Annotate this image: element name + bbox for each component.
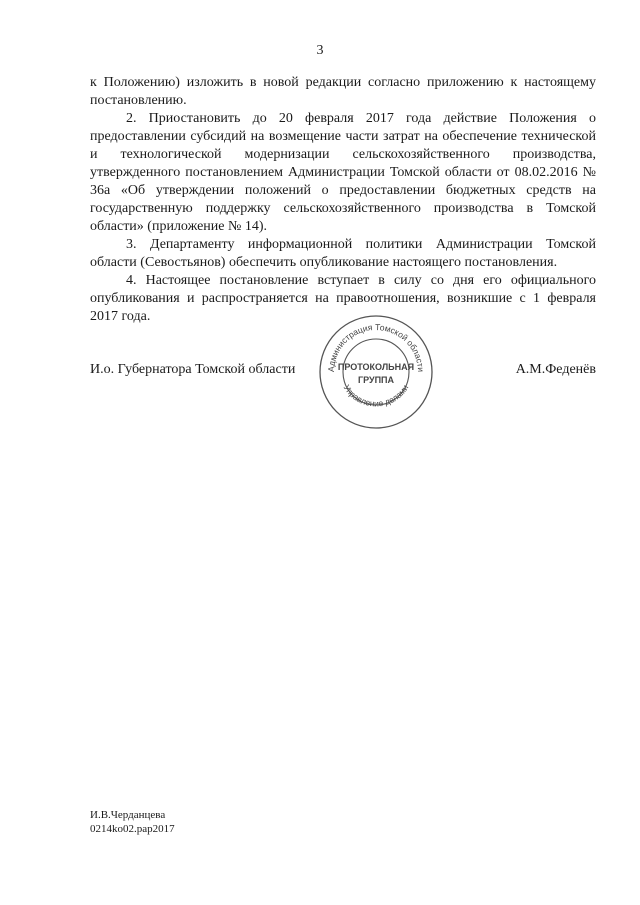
footer-author: И.В.Черданцева [90, 809, 166, 821]
stamp-bottom-text: Управление делами [341, 382, 411, 409]
document-body [90, 74, 596, 326]
stamp-line-2: ГРУППА [357, 375, 395, 385]
footer [90, 808, 175, 836]
signatory-title: И.о. Губернатора Томской области [90, 362, 296, 377]
paragraph-continuation: к Положению) изложить в новой редакции согласно приложению к настоящему постановлению. [90, 75, 596, 108]
official-stamp [316, 312, 436, 432]
paragraph-2: 2. Приостановить до 20 февраля 2017 года действие Положения о предоставлении субсидий на возмещение части затрат на обеспечение технической и технологической модернизации сельскохозяйственного производства, утвержденного постановлением Администрации Томской области от 08.02.2016 № 36а «Об утверждении положений о предоставлении бюджетных средств на государственную поддержку сельскохозяйственного производства в Томской области» (приложение № 14). [90, 111, 596, 234]
signatory-name: А.М.Феденёв [515, 362, 596, 377]
footer-file: 0214ko02.pap2017 [90, 823, 175, 835]
page-number: 3 [316, 43, 324, 58]
paragraph-3: 3. Департаменту информационной политики Администрации Томской области (Севостьянов) обеспечить опубликование настоящего постановления. [90, 237, 596, 270]
svg-text:Управление делами [342, 383, 411, 409]
stamp-outer-text: Администрация Томской области [325, 321, 427, 373]
paragraph-4: 4. Настоящее постановление вступает в силу со дня его официального опубликования и распространяется на правоотношения, возникшие с 1 февраля 2017 года. [90, 273, 596, 324]
stamp-line-1: ПРОТОКОЛЬНАЯ [337, 362, 415, 372]
